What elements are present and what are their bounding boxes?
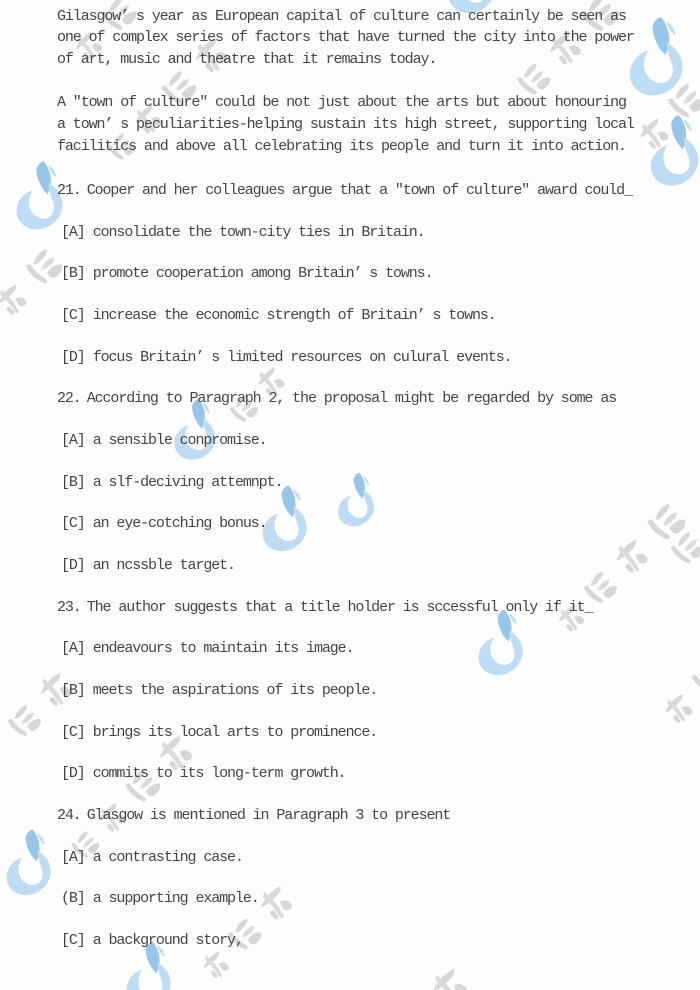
option-label: [C] [61, 515, 85, 532]
question-number: 24. [57, 807, 81, 824]
passage-line: one of complex series of factors that have turned the city into the power [57, 29, 634, 46]
question-stem-text: Glasgow is mentioned in Paragraph 3 to present [86, 807, 451, 824]
question-21-option-d [61, 349, 512, 366]
question-24-option-a [61, 849, 243, 866]
calligraphy-char-icon [414, 953, 482, 990]
option-text: commits to its long-term growth. [92, 765, 346, 782]
option-label: [D] [61, 765, 85, 782]
option-label: [B] [61, 682, 85, 699]
option-text: a contrasting case. [92, 849, 243, 866]
question-22-option-c [61, 515, 267, 532]
passage-line: A ″town of culture″ could be not just about the arts but about honouring [57, 94, 626, 111]
question-22-option-a [61, 432, 267, 449]
option-text: a sensible conpromise. [92, 432, 267, 449]
question-24-option-b [61, 890, 259, 907]
question-24-option-c [61, 932, 243, 949]
watermark-brand-text-calligraphy [648, 648, 700, 735]
option-label: [B] [61, 474, 85, 491]
question-23-stem [57, 599, 592, 616]
question-stem-text: Cooper and her colleagues argue that a ″town of culture″ award could_ [86, 182, 632, 199]
question-23-option-c [61, 724, 377, 741]
option-label: [A] [61, 224, 85, 241]
question-number: 23. [57, 599, 81, 616]
passage-line: Gilasgow’ s year as European capital of culture can certainly be seen as [57, 8, 626, 25]
question-22-option-b [61, 474, 282, 491]
haitian-logo-watermark-icon [260, 483, 314, 555]
question-21-stem [57, 182, 632, 199]
option-text: an eye-cotching bonus. [92, 515, 267, 532]
passage-line: facilitics and above all celebrating its people and turn it into action. [57, 138, 626, 155]
option-text: promote cooperation among Britain’ s towns. [92, 265, 433, 282]
option-label: [D] [61, 557, 85, 574]
option-label: [C] [61, 307, 85, 324]
question-21-option-c [61, 307, 496, 324]
option-text: meets the aspirations of its people. [92, 682, 378, 699]
option-label: [A] [61, 432, 85, 449]
option-label: [C] [61, 724, 85, 741]
option-text: focus Britain’ s limited resources on culural events. [92, 349, 512, 366]
question-24-stem [57, 807, 450, 824]
option-label: [C] [61, 932, 85, 949]
question-number: 21. [57, 182, 81, 199]
question-stem-text: The author suggests that a title holder is sccessful only if it_ [86, 599, 593, 616]
question-number: 22. [57, 390, 81, 407]
passage-line: a town’ s peculiarities-helping sustain its high street, supporting local [57, 116, 634, 133]
question-23-option-a [61, 640, 353, 657]
option-text: consolidate the town-city ties in Britain. [92, 224, 425, 241]
option-text: an ncssble target. [92, 557, 235, 574]
option-label: [B] [61, 265, 85, 282]
watermark-brand-text-calligraphy [380, 953, 482, 990]
question-23-option-b [61, 682, 377, 699]
option-text: endeavours to maintain its image. [92, 640, 354, 657]
option-text: brings its local arts to prominence. [92, 724, 378, 741]
watermark-brand-text-calligraphy [538, 491, 697, 644]
option-label: (B] [61, 890, 85, 907]
option-text: a background story, [92, 932, 243, 949]
question-22-stem [57, 390, 616, 407]
passage-line: of art, music and theatre that it remains today. [57, 51, 437, 68]
option-text: a supporting example. [92, 890, 259, 907]
option-label: [D] [61, 349, 85, 366]
haitian-logo-watermark-icon [476, 606, 530, 680]
question-23-option-d [61, 765, 346, 782]
question-21-option-a [61, 224, 425, 241]
option-label: [A] [61, 849, 85, 866]
option-text: a slf-deciving attemnpt. [92, 474, 283, 491]
watermark-brand-text-calligraphy [52, 721, 207, 870]
option-text: increase the economic strength of Britain’ s towns. [92, 307, 496, 324]
question-stem-text: According to Paragraph 2, the proposal might be regarded by some as [86, 390, 617, 407]
haitian-logo-watermark-icon [4, 826, 58, 900]
question-22-option-d [61, 557, 235, 574]
option-label: [A] [61, 640, 85, 657]
question-21-option-b [61, 265, 432, 282]
haitian-logo-watermark-icon [336, 462, 380, 538]
